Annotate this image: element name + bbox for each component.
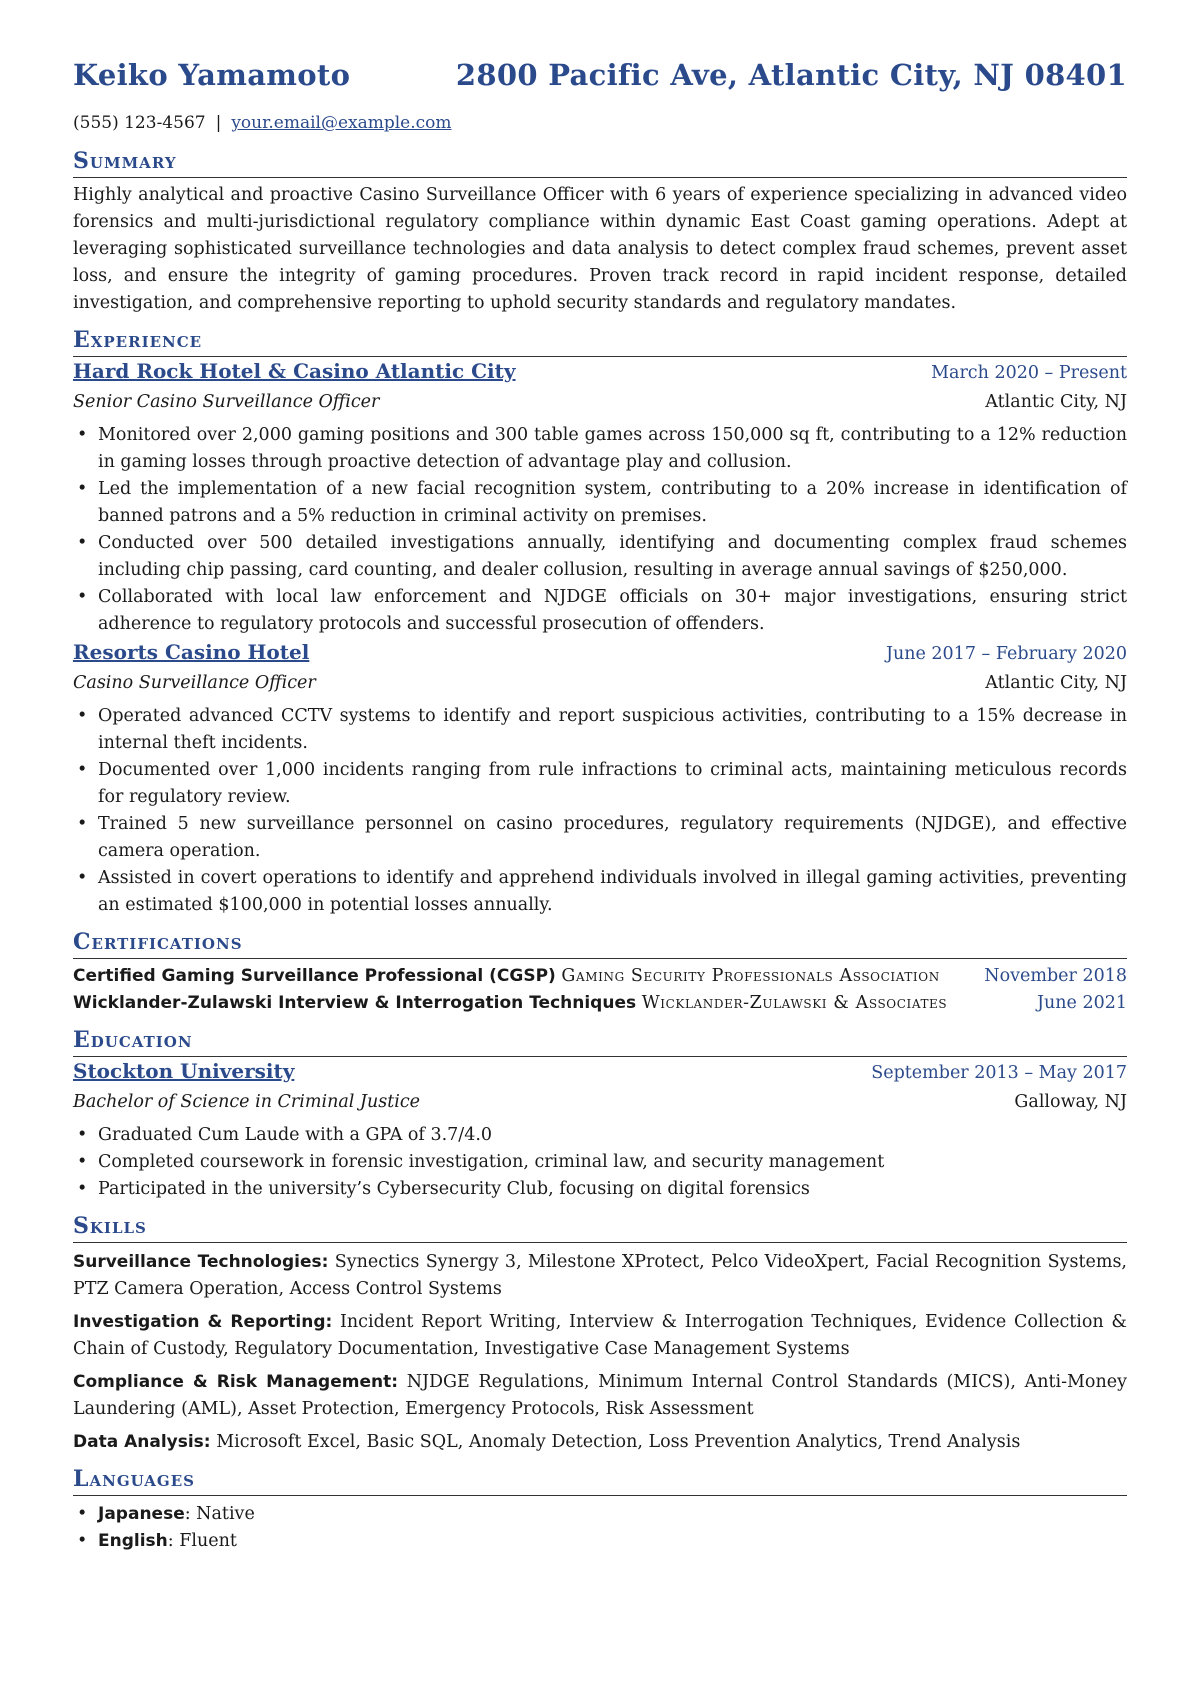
skill-group [73, 1429, 1127, 1456]
job-entry [73, 357, 1127, 638]
phone-number: (555) 123-4567 [73, 113, 206, 133]
certification-issuer: Wicklander-Zulawski & Associates [641, 993, 948, 1013]
school-location: Galloway, NJ [1014, 1092, 1127, 1112]
education-bullets [73, 1122, 1127, 1203]
languages-list [73, 1501, 1127, 1555]
school-link[interactable]: Stockton University [73, 1059, 295, 1083]
certification-name: Wicklander-Zulawski Interview & Interrogation Techniques [73, 993, 637, 1013]
skill-list: Incident Report Writing, Interview & Interrogation Techniques, Evidence Collection & Chain of Custody, Regulatory Documentation, Investigative Case Management Systems [73, 1312, 1127, 1359]
bullet-icon: • [77, 1531, 88, 1551]
contact-line [73, 108, 1127, 138]
bullet-text: Trained 5 new surveillance personnel on casino procedures, regulatory requirements (NJDGE), and effective camera operation. [98, 814, 1127, 861]
list-item [73, 811, 1127, 865]
bullet-text: Participated in the university’s Cybersecurity Club, focusing on digital forensics [98, 1179, 810, 1199]
certification-name: Certified Gaming Surveillance Professional (CGSP) [73, 966, 556, 986]
resume-header [73, 58, 1127, 108]
list-item [73, 422, 1127, 476]
list-item [73, 865, 1127, 919]
certification-item [73, 990, 1127, 1017]
skill-category: Data Analysis: [73, 1432, 211, 1452]
bullet-text: Led the implementation of a new facial recognition system, contributing to a 20% increase in identification of banned patrons and a 5% reduction in criminal activity on premises. [98, 479, 1127, 526]
list-item [73, 1149, 1127, 1176]
list-item [73, 530, 1127, 584]
bullet-text: Monitored over 2,000 gaming positions and 300 table games across 150,000 sq ft, contributing to a 12% reduction in gaming losses through proactive detection of advantage play and collusion. [98, 425, 1127, 472]
bullet-text: Graduated Cum Laude with a GPA of 3.7/4.0 [98, 1125, 493, 1145]
bullet-icon: • [77, 868, 88, 888]
certification-item [73, 963, 1127, 990]
skill-list: Synectics Synergy 3, Milestone XProtect, Pelco VideoXpert, Facial Recognition Systems, PTZ Camera Operation, Access Control Systems [73, 1252, 1127, 1299]
language-name: English [98, 1531, 168, 1551]
language-level: : Fluent [167, 1531, 237, 1551]
job-title: Casino Surveillance Officer [73, 673, 316, 693]
employer-link[interactable]: Hard Rock Hotel & Casino Atlantic City [73, 359, 516, 383]
skill-group [73, 1309, 1127, 1363]
skill-category: Surveillance Technologies: [73, 1252, 329, 1272]
bullet-text: Completed coursework in forensic investigation, criminal law, and security management [98, 1152, 885, 1172]
skill-group [73, 1249, 1127, 1303]
bullet-text: Assisted in covert operations to identify and apprehend individuals involved in illegal gaming activities, preventing an estimated $100,000 in potential losses annually. [98, 868, 1127, 915]
employer-link[interactable]: Resorts Casino Hotel [73, 640, 310, 664]
bullet-icon: • [77, 587, 88, 607]
job-entry [73, 638, 1127, 919]
bullet-text: Documented over 1,000 incidents ranging from rule infractions to criminal acts, maintaining meticulous records for regulatory review. [98, 760, 1127, 807]
candidate-name: Keiko Yamamoto [73, 58, 351, 92]
bullet-text: Operated advanced CCTV systems to identify and report suspicious activities, contributing to a 15% decrease in internal theft incidents. [98, 706, 1127, 753]
job-bullets [73, 422, 1127, 638]
skill-category: Compliance & Risk Management: [73, 1372, 399, 1392]
list-item [73, 584, 1127, 638]
bullet-text: Conducted over 500 detailed investigations annually, identifying and documenting complex fraud schemes including chip passing, card counting, and dealer collusion, resulting in average annual savings of $250,000. [98, 533, 1127, 580]
summary-text: Highly analytical and proactive Casino Surveillance Officer with 6 years of experience specializing in advanced video forensics and multi-jurisdictional regulatory compliance within dynamic East Coast gaming operations. Adept at leveraging sophisticated surveillance technologies and data analysis to detect complex fraud schemes, prevent asset loss, and ensure the integrity of gaming procedures. Proven track record in rapid incident response, detailed investigation, and comprehensive reporting to uphold security standards and regulatory mandates. [73, 185, 1127, 313]
bullet-icon: • [77, 706, 88, 726]
resume-page [73, 58, 1127, 1555]
list-item [73, 703, 1127, 757]
languages-heading: Languages [73, 1464, 1127, 1496]
bullet-icon: • [77, 1179, 88, 1199]
certification-date: June 2021 [1036, 993, 1127, 1013]
summary-heading: Summary [73, 146, 1127, 178]
education-heading: Education [73, 1025, 1127, 1057]
job-location: Atlantic City, NJ [985, 673, 1127, 693]
list-item [73, 1176, 1127, 1203]
education-entry [73, 1057, 1127, 1203]
bullet-icon: • [77, 760, 88, 780]
skill-group [73, 1369, 1127, 1423]
job-bullets [73, 703, 1127, 919]
skill-category: Investigation & Reporting: [73, 1312, 333, 1332]
bullet-icon: • [77, 425, 88, 445]
contact-separator: | [215, 113, 222, 133]
bullet-icon: • [77, 1504, 88, 1524]
bullet-icon: • [77, 533, 88, 553]
bullet-icon: • [77, 1125, 88, 1145]
skills-heading: Skills [73, 1211, 1127, 1243]
certification-issuer: Gaming Security Professionals Association [561, 966, 940, 986]
job-title: Senior Casino Surveillance Officer [73, 392, 380, 412]
skill-list: Microsoft Excel, Basic SQL, Anomaly Detection, Loss Prevention Analytics, Trend Analysis [216, 1432, 1021, 1452]
list-item [73, 1501, 1127, 1528]
list-item [73, 1528, 1127, 1555]
bullet-text: Collaborated with local law enforcement and NJDGE officials on 30+ major investigations, ensuring strict adherence to regulatory protocols and successful prosecution of offenders. [98, 587, 1127, 634]
bullet-icon: • [77, 814, 88, 834]
email-link[interactable]: your.email@example.com [231, 113, 452, 133]
certifications-heading: Certifications [73, 927, 1127, 959]
education-dates: September 2013 – May 2017 [871, 1063, 1127, 1083]
experience-heading: Experience [73, 325, 1127, 357]
job-location: Atlantic City, NJ [985, 392, 1127, 412]
job-dates: March 2020 – Present [931, 363, 1127, 383]
list-item [73, 757, 1127, 811]
certification-date: November 2018 [984, 966, 1127, 986]
degree: Bachelor of Science in Criminal Justice [73, 1092, 420, 1112]
job-dates: June 2017 – February 2020 [885, 644, 1127, 664]
list-item [73, 1122, 1127, 1149]
list-item [73, 476, 1127, 530]
candidate-address: 2800 Pacific Ave, Atlantic City, NJ 08401 [455, 58, 1127, 92]
bullet-icon: • [77, 479, 88, 499]
language-name: Japanese [98, 1504, 185, 1524]
skill-list: NJDGE Regulations, Minimum Internal Control Standards (MICS), Anti-Money Laundering (AML), Asset Protection, Emergency Protocols, Risk Assessment [73, 1372, 1127, 1419]
bullet-icon: • [77, 1152, 88, 1172]
language-level: : Native [184, 1504, 255, 1524]
